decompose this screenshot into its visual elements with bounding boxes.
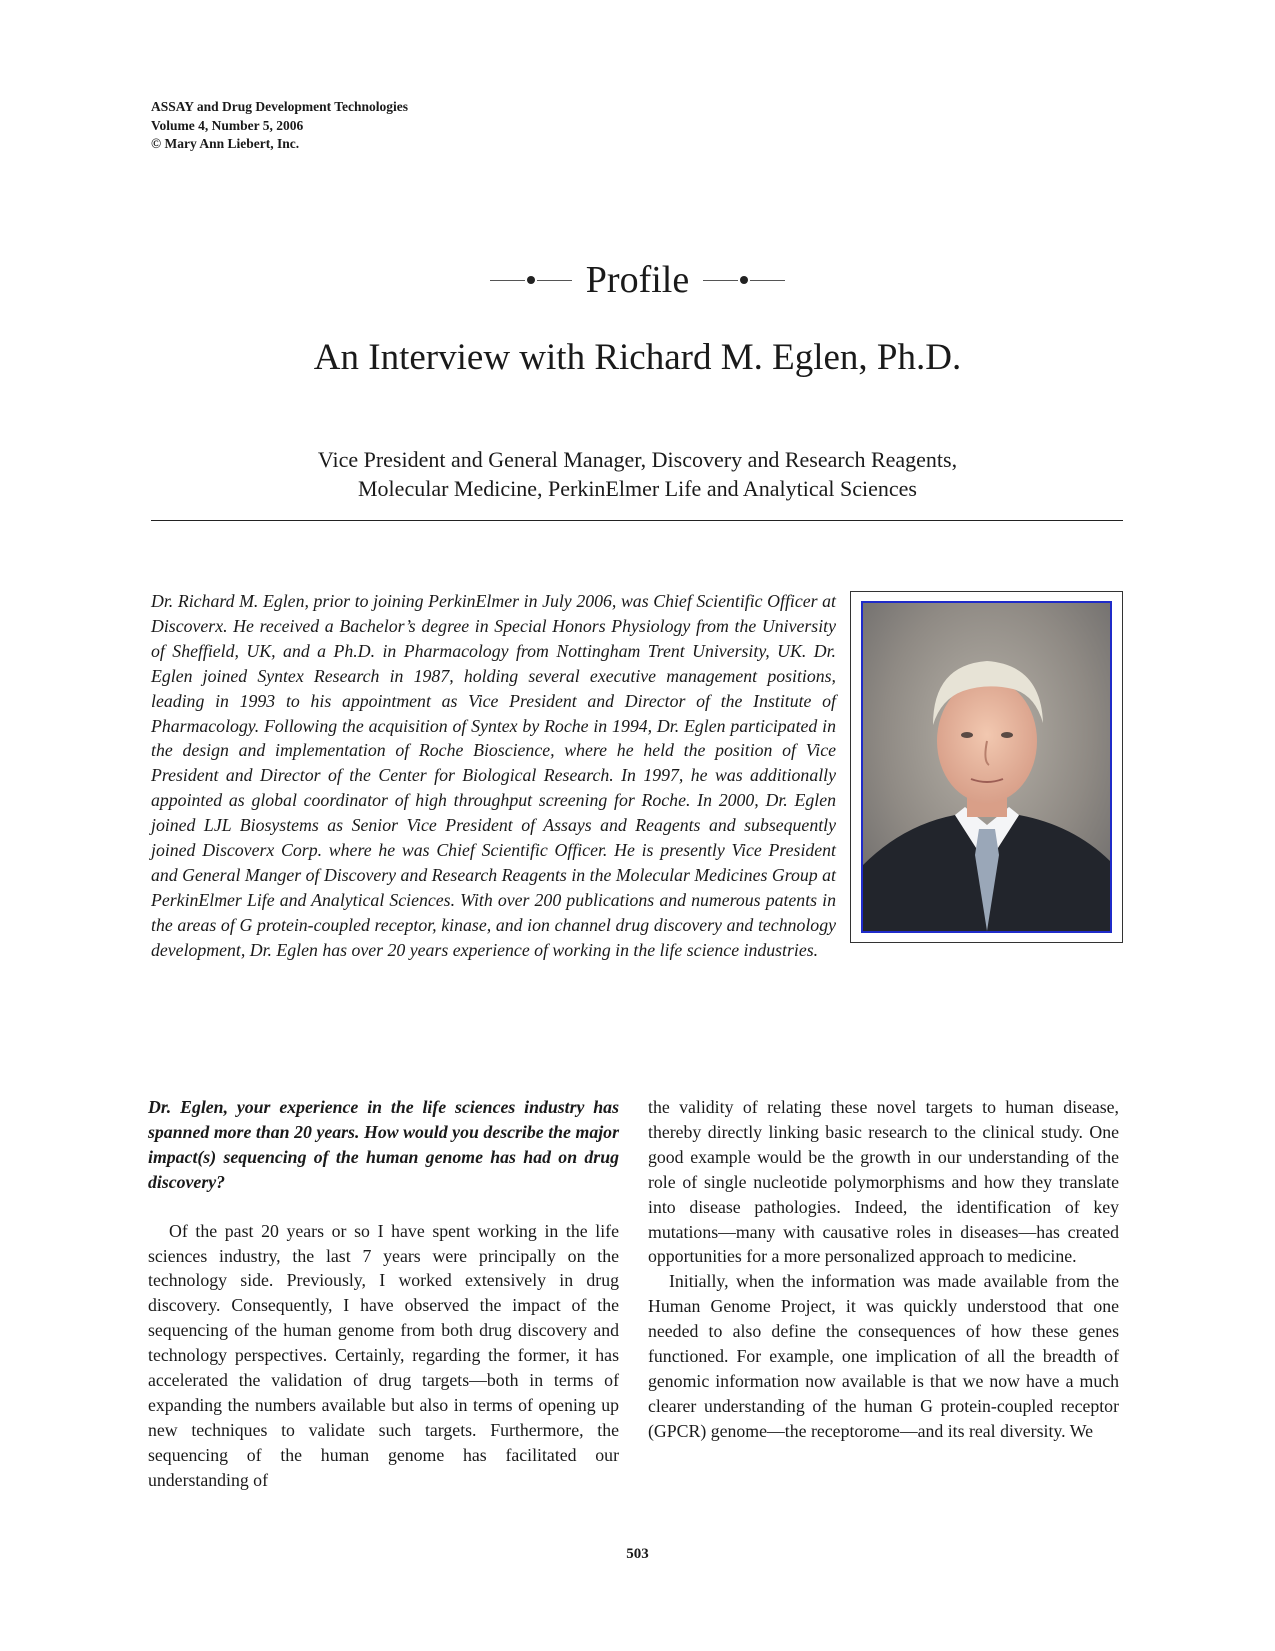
ornament-left-icon bbox=[490, 276, 572, 284]
author-bio bbox=[151, 589, 1123, 963]
interview-column-right bbox=[648, 1095, 1119, 1444]
journal-volume: Volume 4, Number 5, 2006 bbox=[151, 117, 304, 133]
journal-copyright: © Mary Ann Liebert, Inc. bbox=[151, 136, 300, 151]
page-number: 503 bbox=[626, 1546, 649, 1562]
ornament-right-icon bbox=[703, 276, 785, 284]
answer-paragraph-2: Initially, when the information was made available from the Human Genome Project, it was quickly understood that one needed to also define the consequences of how these genes functioned. For example, one implication of all the breadth of genomic information now available is that we now have a much clearer understanding of the human G protein-coupled receptor (GPCR) genome—the receptorome—and its real diversity. We bbox=[648, 1271, 1119, 1441]
interview-column-left bbox=[148, 1095, 619, 1493]
affiliation-line-1: Vice President and General Manager, Discovery and Research Reagents, bbox=[317, 447, 958, 472]
header-divider bbox=[151, 520, 1123, 521]
section-label bbox=[0, 250, 1275, 310]
answer-paragraph-continued: the validity of relating these novel targets to human disease, thereby directly linking basic research to the clinical study. One good example would be the growth in our understanding of the role of single nucleotide polymorphisms and how they translate into disease pathologies. Indeed, the identification of key mutations—many with causative roles in diseases—has created opportunities for a more personalized approach to medicine. bbox=[648, 1097, 1119, 1267]
affiliation bbox=[0, 445, 1275, 503]
article-title: An Interview with Richard M. Eglen, Ph.D. bbox=[313, 337, 962, 378]
section-title: Profile bbox=[585, 259, 690, 301]
journal-header bbox=[151, 98, 408, 154]
journal-name: ASSAY and Drug Development Technologies bbox=[151, 99, 409, 114]
affiliation-line-2: Molecular Medicine, PerkinElmer Life and Analytical Sciences bbox=[358, 476, 917, 501]
answer-paragraph: Of the past 20 years or so I have spent working in the life sciences industry, the last 7 years were principally on the technology side. Previously, I worked extensively in drug discovery. Consequently, I have observed the impact of the sequencing of the human genome from both drug discovery and technology perspectives. Certainly, regarding the former, it has accelerated the validation of drug targets—both in terms of expanding the numbers available but also in terms of opening up new techniques to validate such targets. Furthermore, the sequencing of the human genome has facilitated our understanding of bbox=[148, 1220, 619, 1490]
interview-question: Dr. Eglen, your experience in the life sciences industry has spanned more than 20 years. How would you describe the major impact(s) sequencing of the human genome has had on drug discovery? bbox=[148, 1097, 619, 1192]
author-bio-text: Dr. Richard M. Eglen, prior to joining PerkinElmer in July 2006, was Chief Scientific Officer at Discoverx. He received a Bachelor’s degree in Special Honors Physiology from the University of Sheffield, UK, and a Ph.D. in Pharmacology from Nottingham Trent University, UK. Dr. Eglen joined Syntex Research in 1987, holding several executive management positions, leading in 1993 to his appointment as Vice President and Director of the Institute of Pharmacology. Following the acquisition of Syntex by Roche in 1994, Dr. Eglen participated in the design and implementation of Roche Bioscience, where he held the position of Vice President and Director of the Center for Biological Research. In 1997, he was additionally appointed as global coordinator of high throughput screening for Roche. In 2000, Dr. Eglen joined LJL Biosystems as Senior Vice President of Assays and Reagents and subsequently joined Discoverx Corp. where he was Chief Scientific Officer. He is presently Vice President and General Manger of Discovery and Research Reagents in the Molecular Medicines Group at PerkinElmer Life and Analytical Sciences. With over 200 publications and numerous patents in the areas of G protein-coupled receptor, kinase, and ion channel drug discovery and technology development, Dr. Eglen has over 20 years experience of working in the life science industries. bbox=[151, 591, 836, 960]
